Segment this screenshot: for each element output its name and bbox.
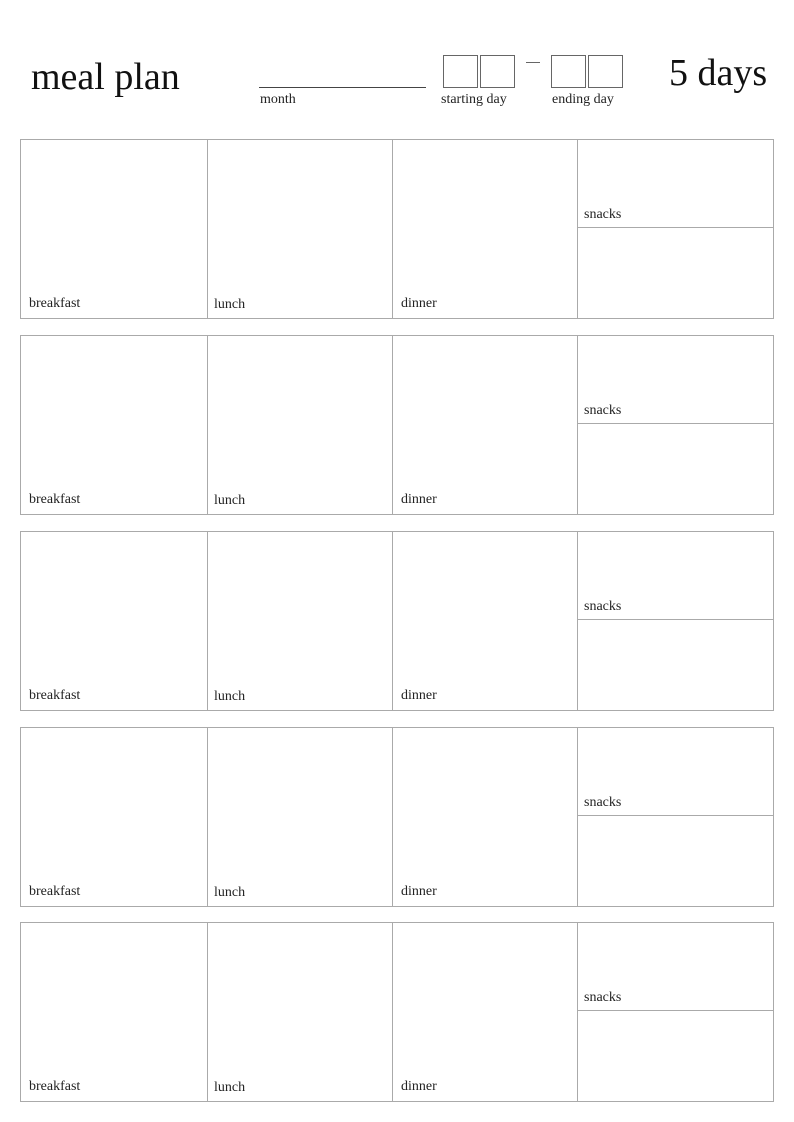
column-divider (392, 923, 393, 1101)
lunch-label: lunch (214, 493, 246, 508)
day-block (20, 922, 774, 1102)
snacks-label: snacks (584, 599, 622, 614)
column-divider (392, 532, 393, 710)
column-divider (207, 532, 208, 710)
lunch-label: lunch (214, 1080, 246, 1095)
snacks-divider (578, 815, 773, 816)
day-block (20, 335, 774, 515)
snacks-label: snacks (584, 207, 622, 222)
month-label: month (260, 92, 296, 107)
lunch-label: lunch (214, 297, 246, 312)
lunch-label: lunch (214, 885, 246, 900)
ending-day-label: ending day (552, 92, 614, 107)
dinner-label: dinner (401, 296, 437, 311)
column-divider (577, 140, 578, 318)
starting-day-digit-2[interactable] (480, 55, 515, 88)
snacks-divider (578, 423, 773, 424)
snacks-divider (578, 1010, 773, 1011)
breakfast-label: breakfast (29, 296, 81, 311)
day-block (20, 531, 774, 711)
breakfast-label: breakfast (29, 492, 81, 507)
snacks-label: snacks (584, 403, 622, 418)
column-divider (392, 336, 393, 514)
column-divider (207, 140, 208, 318)
day-block (20, 727, 774, 907)
starting-day-digit-1[interactable] (443, 55, 478, 88)
starting-day-label: starting day (441, 92, 507, 107)
range-dash (526, 62, 540, 63)
ending-day-digit-1[interactable] (551, 55, 586, 88)
duration-label: 5 days (669, 52, 768, 94)
column-divider (207, 336, 208, 514)
column-divider (207, 923, 208, 1101)
dinner-label: dinner (401, 492, 437, 507)
column-divider (577, 728, 578, 906)
day-block (20, 139, 774, 319)
lunch-label: lunch (214, 689, 246, 704)
dinner-label: dinner (401, 1079, 437, 1094)
column-divider (577, 923, 578, 1101)
column-divider (207, 728, 208, 906)
column-divider (392, 728, 393, 906)
ending-day-digit-2[interactable] (588, 55, 623, 88)
breakfast-label: breakfast (29, 884, 81, 899)
snacks-label: snacks (584, 990, 622, 1005)
snacks-divider (578, 619, 773, 620)
breakfast-label: breakfast (29, 1079, 81, 1094)
page-title: meal plan (31, 56, 180, 98)
snacks-divider (578, 227, 773, 228)
column-divider (577, 336, 578, 514)
month-field[interactable] (259, 87, 426, 88)
dinner-label: dinner (401, 884, 437, 899)
column-divider (392, 140, 393, 318)
column-divider (577, 532, 578, 710)
snacks-label: snacks (584, 795, 622, 810)
breakfast-label: breakfast (29, 688, 81, 703)
dinner-label: dinner (401, 688, 437, 703)
